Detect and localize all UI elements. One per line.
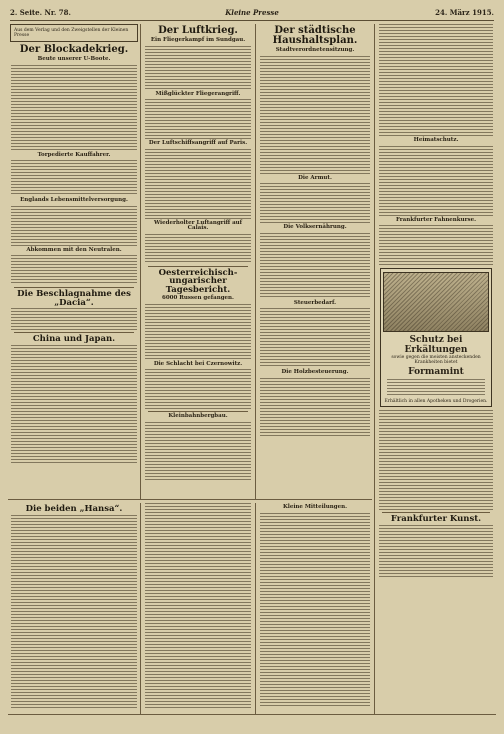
article-text	[11, 255, 137, 285]
page-number: 2. Seite. Nr. 78.	[10, 8, 71, 17]
headline-blockadekrieg: Der Blockadekrieg.	[19, 44, 129, 55]
article-text	[145, 503, 251, 708]
headline-dacia: Die Beschlagnahme des „Dacia“.	[17, 289, 131, 308]
article-text	[11, 206, 137, 246]
article-text	[379, 410, 493, 510]
ad-illustration	[383, 272, 489, 332]
article-text	[379, 146, 493, 216]
article-text	[260, 183, 370, 223]
subheading-fliegerangriff: Mißglückter Fliegerangriff.	[155, 90, 241, 97]
lower-column-2	[144, 503, 252, 708]
lower-column-1	[10, 503, 138, 710]
article-text	[260, 233, 370, 299]
article-text	[145, 422, 251, 482]
subheading-mitteilungen: Kleine Mitteilungen.	[282, 504, 348, 510]
subheading-volksernaehrung: Die Volksernährung.	[283, 224, 347, 230]
subheading-gefangen: 6000 Russen gefangen.	[162, 295, 234, 301]
subheading-sundgau: Ein Fliegerkampf im Sundgau.	[150, 37, 246, 43]
formamint-advertisement	[380, 268, 492, 407]
column-rule	[140, 503, 141, 714]
subheading-czernowitz: Die Schlacht bei Czernowitz.	[153, 360, 243, 367]
newspaper-title: Kleine Presse	[225, 8, 279, 17]
article-text	[260, 56, 370, 174]
column-4	[378, 24, 494, 577]
headline-china-japan: China und Japan.	[32, 334, 116, 344]
headline-tagesbericht: Oesterreichisch-ungarischer Tagesbericht.	[158, 267, 238, 295]
article-text	[379, 525, 493, 577]
article-text	[145, 304, 251, 360]
subheading-holzbesteuerung: Die Holzbesteuerung.	[281, 369, 349, 375]
ad-text	[387, 379, 485, 397]
column-2	[144, 24, 252, 482]
headline-luftkrieg: Der Luftkrieg.	[158, 25, 238, 36]
subheading-u-boote: Beute unserer U-Boote.	[37, 56, 111, 62]
subheading-fahnenkurse: Frankfurter Fahnenkurse.	[395, 216, 477, 223]
ad-title: Schutz bei Erkältungen	[404, 335, 468, 355]
article-text	[145, 234, 251, 264]
article-text	[379, 225, 493, 265]
section-rule	[8, 499, 372, 500]
headline-hansa: Die beiden „Hansa“.	[25, 504, 123, 514]
article-text	[11, 515, 137, 710]
subheading-neutralen: Abkommen mit den Neutralen.	[26, 246, 122, 253]
article-text	[260, 513, 370, 708]
subheading-kauffahrer: Torpedierte Kauffahrer.	[37, 151, 111, 158]
subheading-lebensmittel: Englands Lebensmittelversorgung.	[20, 197, 128, 203]
column-rule	[140, 24, 141, 499]
article-text	[11, 345, 137, 465]
subheading-kleinbahn: Kleinbahnbergbau.	[168, 413, 228, 419]
column-3	[259, 24, 371, 438]
ad-subtitle: sowie gegen die meisten ansteckenden Krankheiten bietet	[391, 355, 481, 365]
column-rule	[374, 24, 375, 714]
subheading-heimatschutz: Heimatschutz.	[413, 137, 459, 143]
article-text	[260, 308, 370, 368]
article-text	[145, 46, 251, 90]
article-text	[145, 369, 251, 409]
issue-date: 24. März 1915.	[435, 8, 494, 17]
lower-column-3	[259, 503, 371, 708]
subheading-sitzung: Stadtverordnetensitzung.	[275, 47, 355, 53]
headline-frankfurter-kunst: Frankfurter Kunst.	[390, 514, 482, 524]
article-text	[145, 99, 251, 139]
column-1	[10, 24, 138, 465]
ad-brand: Formamint	[408, 367, 464, 377]
ad-footer: Erhältlich in allen Apotheken und Drogerien.	[384, 399, 488, 404]
column-rule	[255, 24, 256, 499]
bottom-rule	[8, 714, 496, 715]
subheading-armut: Die Armut.	[298, 174, 332, 181]
headline-haushaltsplan: Der städtische Haushaltsplan.	[272, 25, 358, 46]
article-text	[11, 65, 137, 151]
subheading-paris: Der Luftschiffsangriff auf Paris.	[148, 140, 248, 146]
page-header	[10, 6, 494, 21]
column-rule	[255, 503, 256, 714]
article-text	[379, 24, 493, 136]
article-text	[260, 378, 370, 438]
article-text	[11, 160, 137, 196]
article-text	[11, 308, 137, 330]
notice-box: Aus dem Verlag und den Zweigstellen der Kleinen Presse	[10, 24, 138, 42]
subheading-calais: Wiederholter Luftangriff auf Calais.	[153, 219, 243, 231]
subheading-steuerbedarf: Steuerbedarf.	[293, 299, 337, 306]
article-text	[145, 149, 251, 219]
